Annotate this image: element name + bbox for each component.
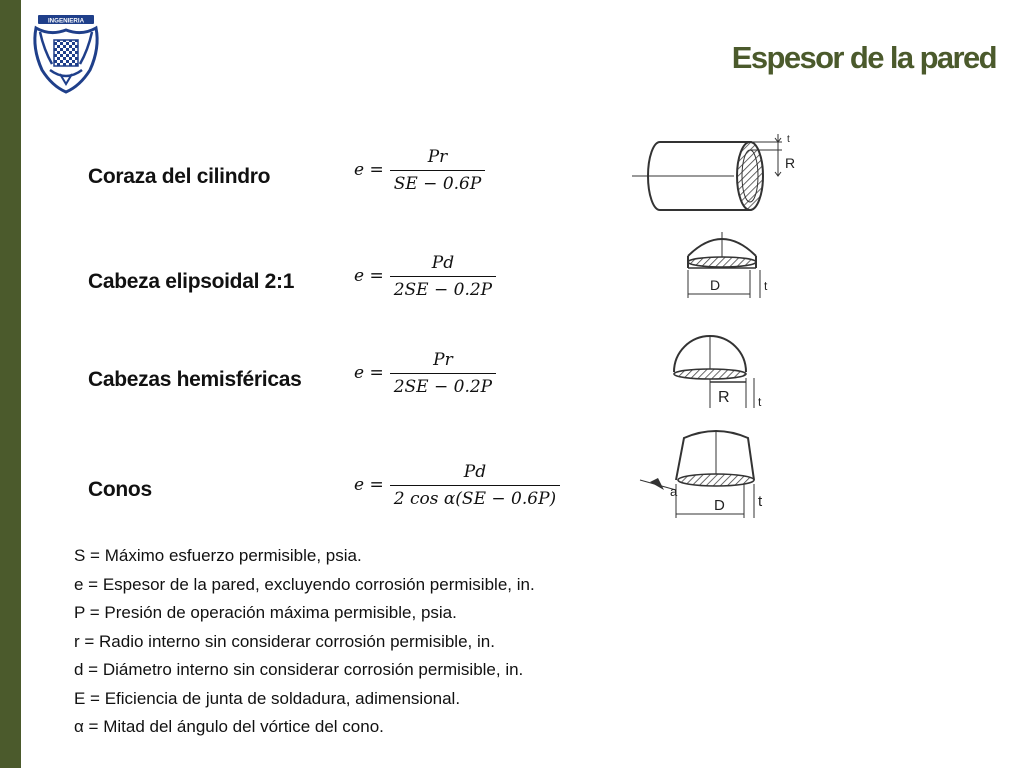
legend-item-E: E = Eficiencia de junta de soldadura, adimensional. xyxy=(74,688,461,708)
formula-lhs: e = xyxy=(354,363,384,383)
legend-item-P: P = Presión de operación máxima permisible, psia. xyxy=(74,603,457,622)
diagram-label-R: R xyxy=(718,389,730,406)
left-sidebar-bar xyxy=(0,0,21,768)
formula-fraction xyxy=(390,462,560,509)
legend-item-e: e = Espesor de la pared, excluyendo corrosión permisible, in. xyxy=(74,574,535,594)
legend-item-S: S = Máximo esfuerzo permisible, psia. xyxy=(74,546,362,565)
diagram-label-t: t xyxy=(758,493,763,510)
legend-item-d: d = Diámetro interno sin considerar corrosión permisible, in. xyxy=(74,660,524,679)
hemispherical-head-diagram xyxy=(666,332,776,412)
legend-item-r: r = Radio interno sin considerar corrosión permisible, in. xyxy=(74,631,495,651)
diagram-label-D: D xyxy=(710,277,721,293)
logo-banner-text: INGENIERIA xyxy=(47,17,85,25)
formula-lhs: e = xyxy=(354,266,384,286)
formula-ellipsoidal-head xyxy=(354,246,496,306)
formula-denominator: 2SE − 0.2P xyxy=(390,373,496,397)
diagram-label-R: R xyxy=(785,155,796,171)
formula-lhs: e = xyxy=(354,160,384,180)
unam-ingenieria-crest-logo xyxy=(30,12,102,96)
row-label-cones: Conos xyxy=(88,478,152,501)
formula-fraction xyxy=(390,350,496,397)
formula-numerator: Pr xyxy=(433,349,453,370)
diagram-label-D: D xyxy=(714,497,725,514)
diagram-label-t: t xyxy=(758,395,762,409)
cylinder-shell-diagram xyxy=(630,128,810,218)
formula-denominator: 2SE − 0.2P xyxy=(390,276,496,300)
ellipsoidal-head-diagram xyxy=(676,228,786,303)
variable-legend xyxy=(74,542,535,742)
legend-item-alpha: α = Mitad del ángulo del vórtice del cono. xyxy=(74,717,384,736)
cone-diagram xyxy=(636,428,786,520)
row-label-hemispherical-heads: Cabezas hemisféricas xyxy=(88,368,302,391)
diagram-label-alpha: a xyxy=(670,484,678,499)
row-label-ellipsoidal-head: Cabeza elipsoidal 2:1 xyxy=(88,270,295,293)
row-label-cylinder-shell: Coraza del cilindro xyxy=(88,165,271,188)
diagram-label-t: t xyxy=(787,134,790,145)
formula-numerator: Pd xyxy=(431,252,455,273)
formula-numerator: Pr xyxy=(427,146,448,167)
formula-denominator: 2 cos α(SE − 0.6P) xyxy=(390,485,560,509)
formula-cones xyxy=(354,455,560,515)
diagram-label-t: t xyxy=(764,279,768,293)
formula-numerator: Pd xyxy=(463,461,487,482)
slide-title: Espesor de la pared xyxy=(731,40,996,75)
formula-hemispherical-heads xyxy=(354,343,496,403)
formula-denominator: SE − 0.6P xyxy=(390,170,486,194)
formula-lhs: e = xyxy=(354,475,384,495)
formula-fraction xyxy=(390,147,486,194)
formula-fraction xyxy=(390,253,496,300)
formula-cylinder-shell xyxy=(354,140,485,200)
